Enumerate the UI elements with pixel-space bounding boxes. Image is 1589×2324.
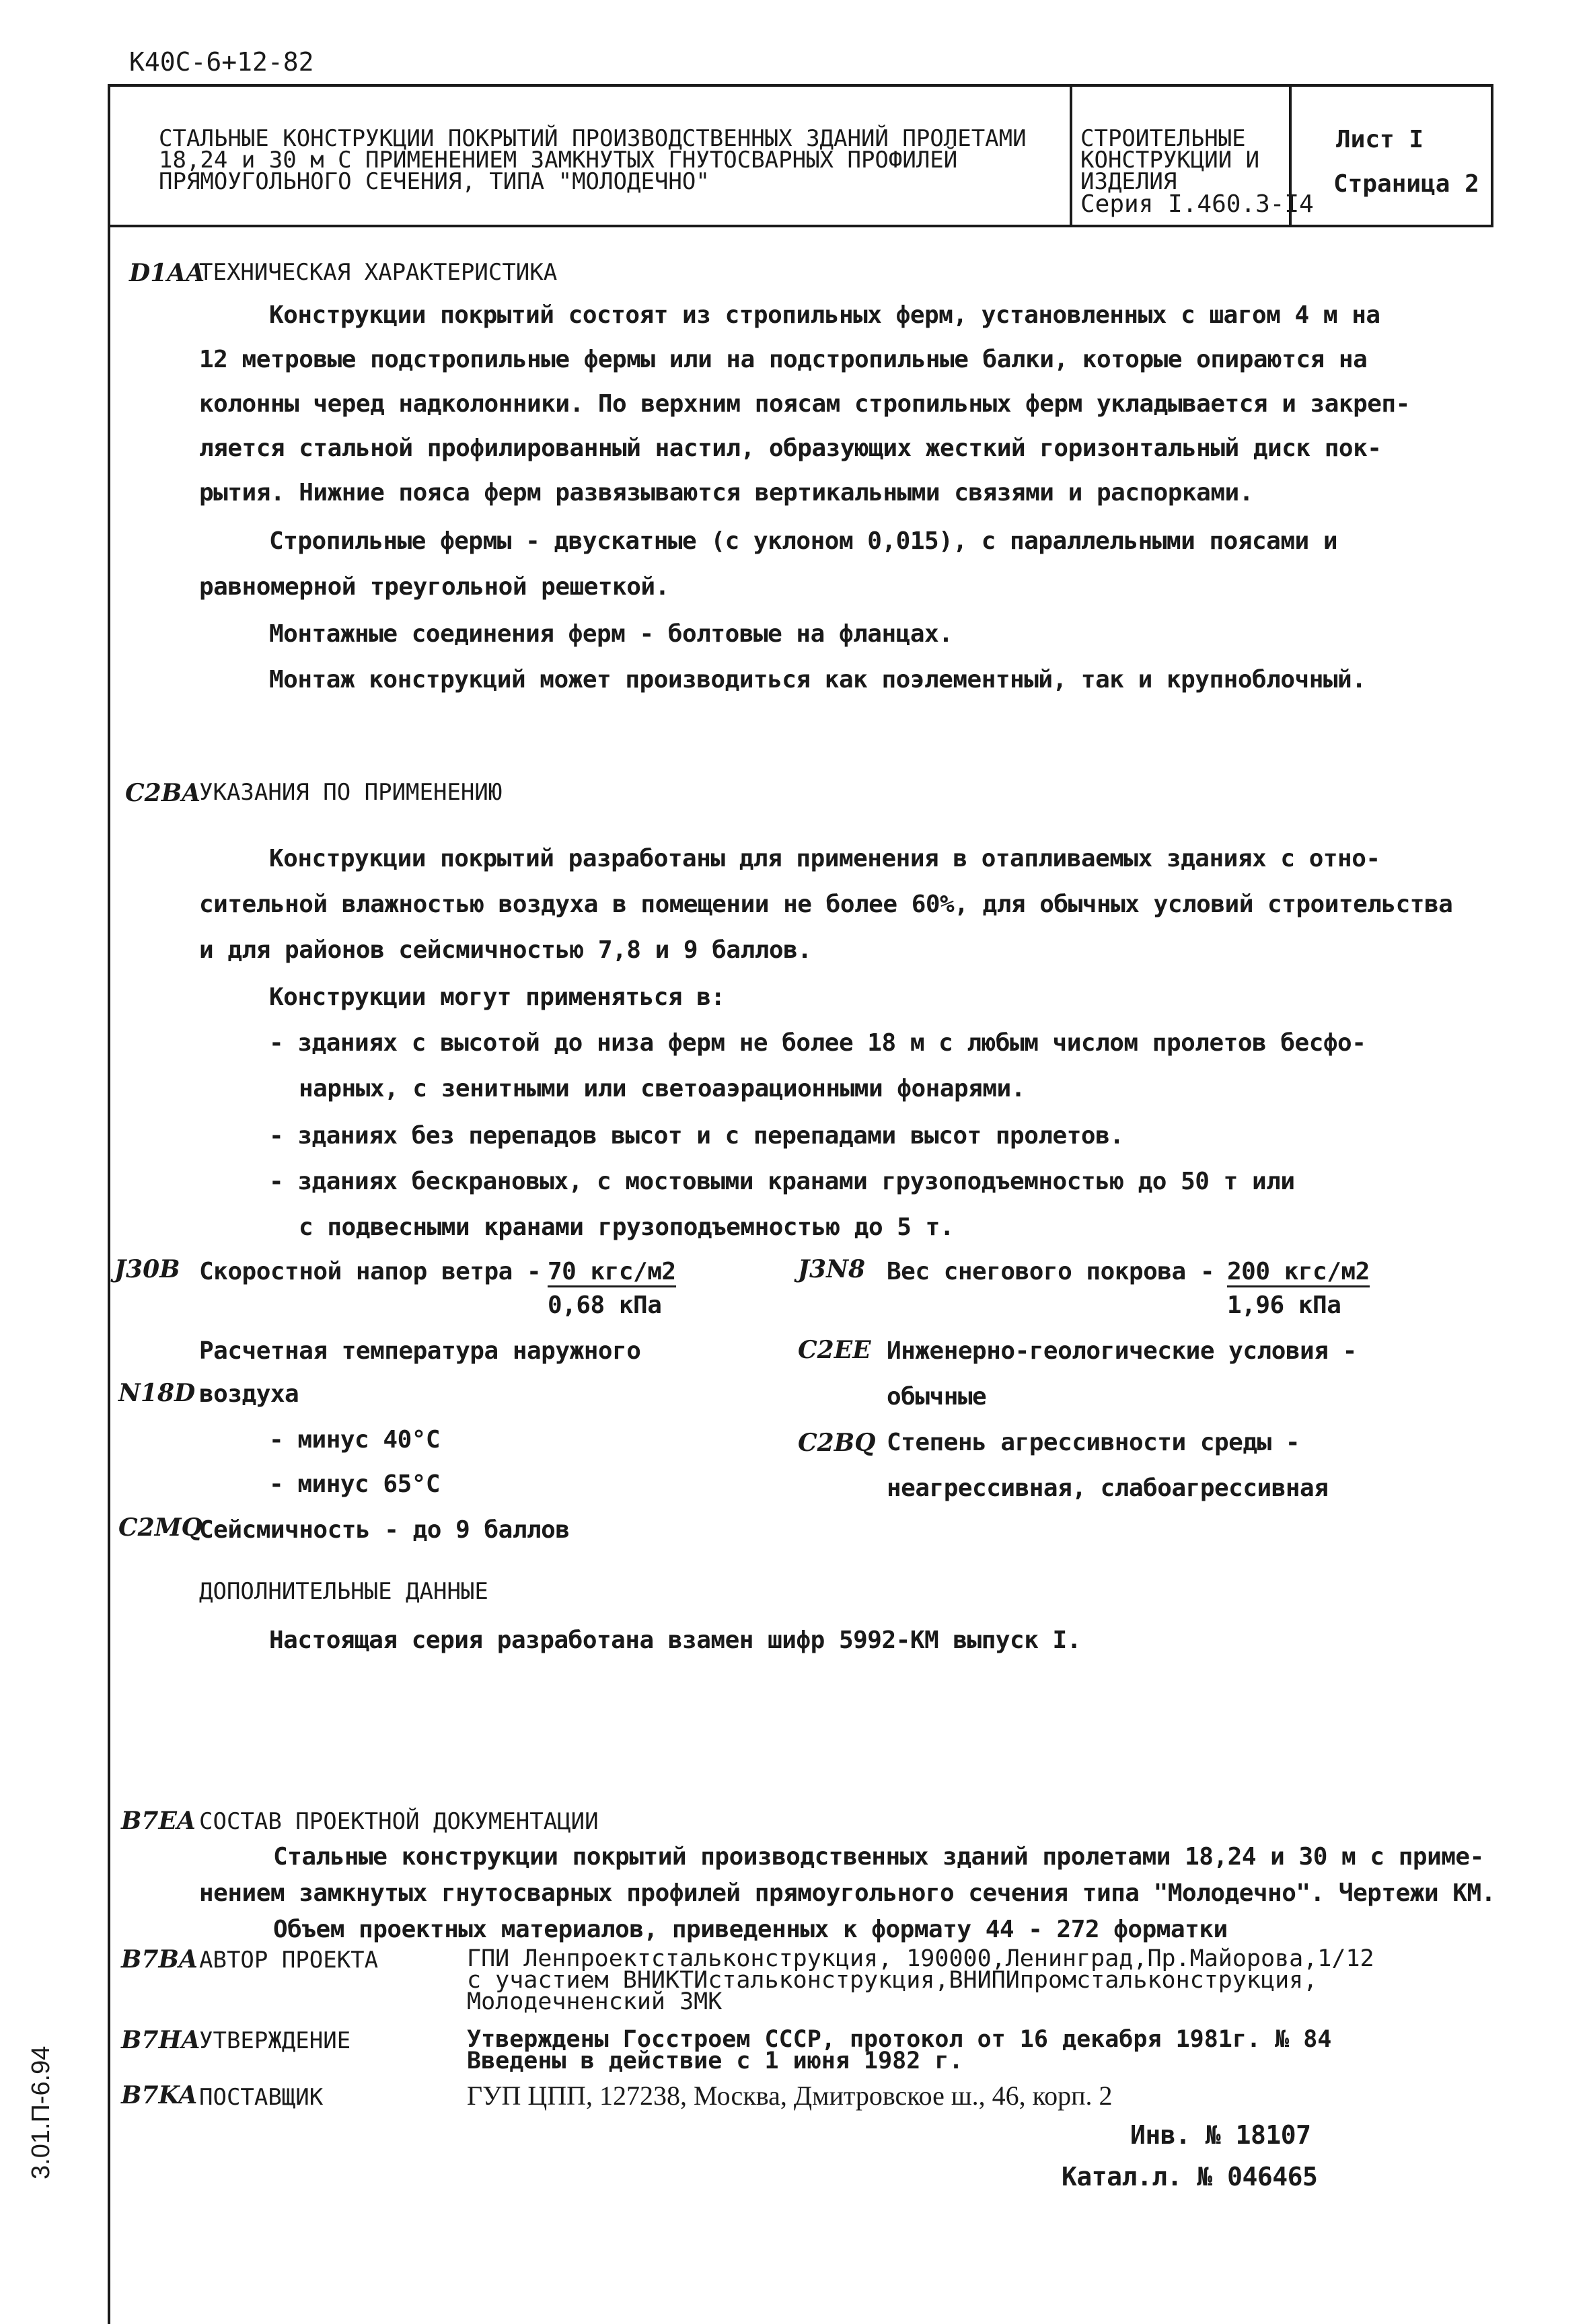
text-line: - зданиях с высотой до низа ферм не более 18 м с любым числом пролетов бесфо- — [269, 1029, 1366, 1057]
wind-value-kpa: 0,68 кПа — [548, 1291, 662, 1319]
title-line-2: 18,24 и 30 м С ПРИМЕНЕНИЕМ ЗАМКНУТЫХ ГНУТОСВАРНЫХ ПРОФИЛЕЙ — [159, 147, 958, 174]
section-heading: ДОПОЛНИТЕЛЬНЫЕ ДАННЫЕ — [199, 1578, 488, 1605]
temp-value-2: - минус 65°С — [269, 1470, 441, 1498]
section-code: B7HA — [121, 2026, 200, 2054]
aggr-label-2: неагрессивная, слабоагрессивная — [887, 1474, 1329, 1502]
param-code: C2MQ — [118, 1513, 202, 1542]
catalog-number: Катал.л. № 046465 — [1062, 2162, 1318, 2191]
text-line: нарных, с зенитными или светоаэрационными фонарями. — [299, 1075, 1025, 1102]
param-code: J3N8 — [798, 1255, 866, 1283]
text-line: Объем проектных материалов, приведенных к формату 44 - 272 форматки — [273, 1916, 1228, 1943]
wind-label: Скоростной напор ветра - — [199, 1258, 542, 1285]
section-heading: СОСТАВ ПРОЕКТНОЙ ДОКУМЕНТАЦИИ — [199, 1808, 599, 1835]
section-code: B7EA — [121, 1807, 196, 1835]
author-label: АВТОР ПРОЕКТА — [199, 1947, 379, 1974]
seismicity-label: Сейсмичность - до 9 баллов — [199, 1516, 570, 1544]
temp-label-2: воздуха — [199, 1380, 299, 1408]
param-code: C2BQ — [798, 1429, 876, 1457]
text-line: Конструкции покрытий разработаны для применения в отапливаемых зданиях с отно- — [269, 845, 1380, 872]
text-line: ляется стальной профилированный настил, образующих жесткий горизонтальный диск пок- — [199, 435, 1382, 462]
temp-label-1: Расчетная температура наружного — [199, 1337, 641, 1365]
text-line: и для районов сейсмичностью 7,8 и 9 баллов. — [199, 936, 812, 964]
section-code: B7KA — [121, 2081, 198, 2109]
text-line: Стальные конструкции покрытий производственных зданий пролетами 18,24 и 30 м с приме- — [273, 1843, 1484, 1871]
approval-label: УТВЕРЖДЕНИЕ — [199, 2027, 351, 2054]
text-line: Конструкции могут применяться в: — [269, 983, 725, 1011]
author-line: ГПИ Ленпроектстальконструкция, 190000,Ленинград,Пр.Майорова,1/12 — [467, 1945, 1374, 1972]
approval-line: Утверждены Госстроем СССР, протокол от 16 декабря 1981г. № 84 — [467, 2026, 1332, 2053]
temp-value-1: - минус 40°С — [269, 1426, 441, 1454]
param-code: C2EE — [798, 1336, 871, 1364]
category-line-1: СТРОИТЕЛЬНЫЕ — [1080, 125, 1246, 152]
section-heading: УКАЗАНИЯ ПО ПРИМЕНЕНИЮ — [199, 779, 503, 806]
text-line: Монтаж конструкций может производиться как поэлементный, так и крупноблочный. — [269, 666, 1366, 694]
snow-value-kgs: 200 кгс/м2 — [1227, 1258, 1370, 1287]
supplier-label: ПОСТАВЩИК — [199, 2084, 324, 2111]
text-line: - зданиях бескрановых, с мостовыми кранами грузоподъемностью до 50 т или — [269, 1168, 1295, 1195]
snow-value-kpa: 1,96 кПа — [1227, 1291, 1341, 1319]
wind-value-kgs: 70 кгс/м2 — [548, 1258, 676, 1287]
text-line: колонны черед надколонники. По верхним поясам стропильных ферм укладывается и закреп- — [199, 390, 1410, 418]
section-heading: ТЕХНИЧЕСКАЯ ХАРАКТЕРИСТИКА — [199, 259, 558, 286]
text-line: Монтажные соединения ферм - болтовые на фланцах. — [269, 620, 953, 648]
side-stamp: 3.01.П-6.94 — [27, 2046, 55, 2179]
supplier-address: ГУП ЦПП, 127238, Москва, Дмитровское ш., 46, корп. 2 — [467, 2081, 1113, 2111]
geo-label-2: обычные — [887, 1383, 987, 1411]
doc-code: К40С-6+12-82 — [129, 47, 314, 77]
section-code: D1AA — [129, 259, 205, 287]
text-line: - зданиях без перепадов высот и с перепадами высот пролетов. — [269, 1122, 1124, 1150]
text-line: сительной влажностью воздуха в помещении не более 60%, для обычных условий строительства — [199, 891, 1453, 918]
author-line: Молодечненский ЗМК — [467, 1988, 723, 2015]
title-bottom-line — [108, 225, 1493, 227]
param-code: N18D — [118, 1379, 196, 1407]
frame-top-line — [108, 84, 1493, 87]
text-line: равномерной треугольной решеткой. — [199, 573, 669, 601]
series-number: Серия I.460.3-I4 — [1080, 190, 1314, 218]
section-code: C2BA — [125, 779, 201, 807]
sheet-number: Лист I — [1336, 126, 1424, 153]
author-line: с участием ВНИКТИстальконструкция,ВНИПИпромстальконструкция, — [467, 1967, 1318, 1994]
geo-label-1: Инженерно-геологические условия - — [887, 1337, 1357, 1365]
inventory-number: Инв. № 18107 — [1130, 2120, 1311, 2150]
text-line: рытия. Нижние пояса ферм развязываются вертикальными связями и распорками. — [199, 479, 1253, 507]
frame-left-line — [108, 84, 110, 2324]
section-code: B7BA — [121, 1945, 198, 1974]
text-line: 12 метровые подстропильные фермы или на подстропильные балки, которые опираются на — [199, 346, 1368, 373]
text-line: Настоящая серия разработана взамен шифр 5992-КМ выпуск I. — [269, 1626, 1081, 1654]
approval-line: Введены в действие с 1 июня 1982 г. — [467, 2048, 963, 2074]
text-line: с подвесными кранами грузоподъемностью до 5 т. — [299, 1213, 954, 1241]
title-line-3: ПРЯМОУГОЛЬНОГО СЕЧЕНИЯ, ТИПА "МОЛОДЕЧНО" — [159, 168, 710, 195]
param-code: J30B — [114, 1255, 180, 1283]
text-line: нением замкнутых гнутосварных профилей прямоугольного сечения типа "Молодечно". Чертежи КМ. — [199, 1879, 1495, 1907]
title-line-1: СТАЛЬНЫЕ КОНСТРУКЦИИ ПОКРЫТИЙ ПРОИЗВОДСТВЕННЫХ ЗДАНИЙ ПРОЛЕТАМИ — [159, 125, 1027, 152]
page-number: Страница 2 — [1333, 170, 1479, 198]
aggr-label-1: Степень агрессивности среды - — [887, 1429, 1300, 1456]
text-line: Конструкции покрытий состоят из стропильных ферм, установленных с шагом 4 м на — [269, 301, 1380, 329]
title-divider-1 — [1070, 84, 1072, 227]
frame-right-line — [1491, 84, 1493, 227]
snow-label: Вес снегового покрова - — [887, 1258, 1214, 1285]
category-line-2: КОНСТРУКЦИИ И — [1080, 147, 1260, 174]
text-line: Стропильные фермы - двускатные (с уклоном 0,015), с параллельными поясами и — [269, 527, 1338, 555]
category-line-3: ИЗДЕЛИЯ — [1080, 168, 1177, 195]
